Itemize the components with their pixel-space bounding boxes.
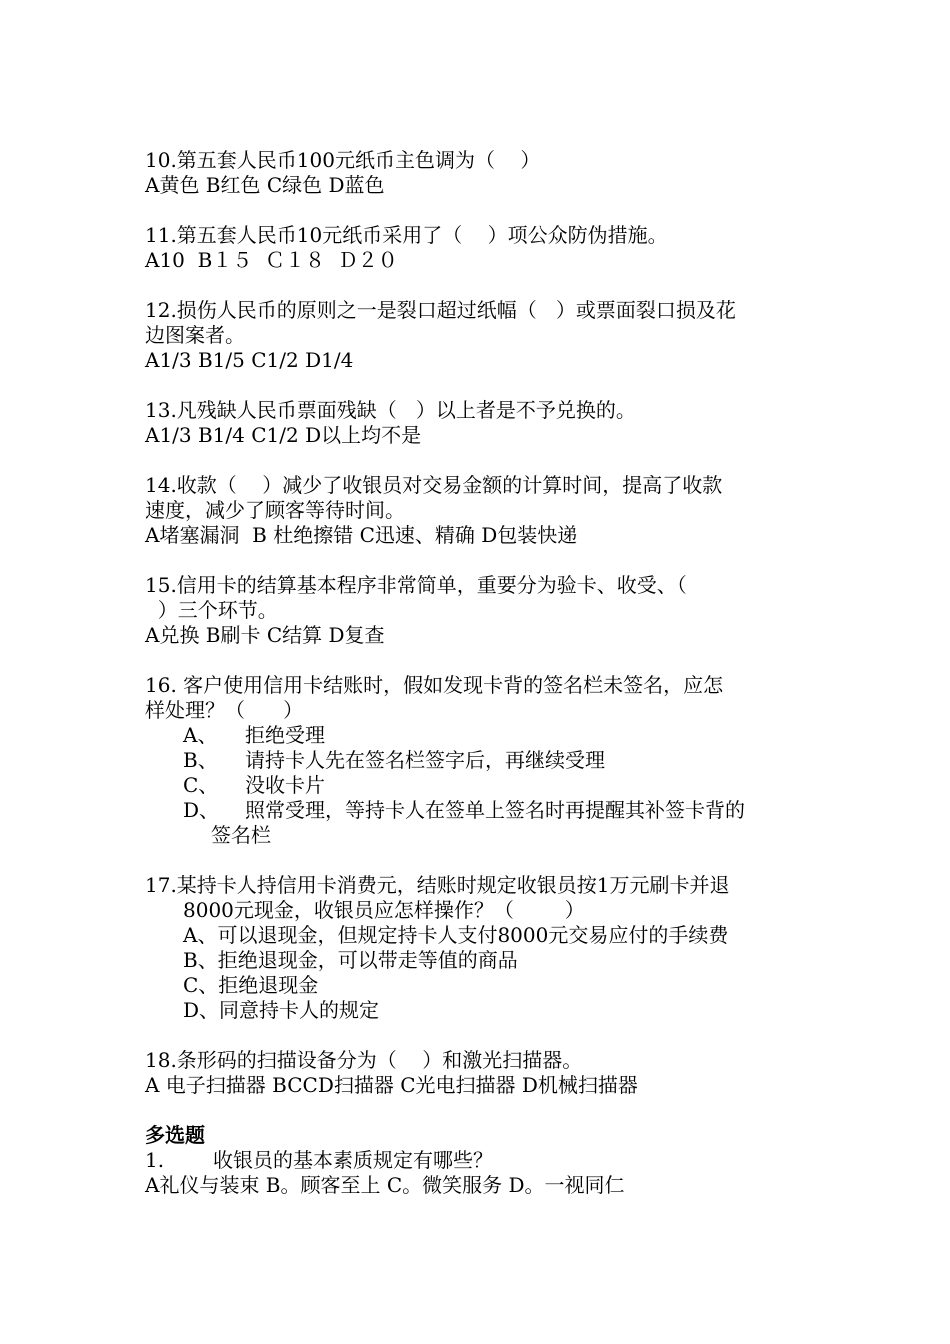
question-16-option-c [145,773,810,798]
multi-question-1-stem [145,1148,810,1173]
question-16-option-b [145,748,810,773]
question-12-options: A1/3 B1/5 C1/2 D1/4 [145,348,354,372]
question-14-stem: 14.收款（ ）减少了收银员对交易金额的计算时间，提高了收款 [145,473,723,497]
question-17-option-a: A、可以退现金，但规定持卡人支付8000元交易应付的手续费 [183,923,729,947]
question-10-options: A黄色 B红色 C绿色 D蓝色 [145,173,385,197]
question-17-option-b: B、拒绝退现金，可以带走等值的商品 [183,948,518,972]
question-15-stem-cont: ）三个环节。 [145,598,278,622]
question-10-stem: 10.第五套人民币100元纸币主色调为（ ） [145,148,541,172]
question-16-stem: 16. 客户使用信用卡结账时，假如发现卡背的签名栏未签名，应怎 [145,673,724,697]
question-16-option-d [145,798,810,823]
question-13-options: A1/3 B1/4 C1/2 D以上均不是 [145,423,422,447]
document-body [145,148,810,1198]
multi-question-1-options: A礼仪与装束 B。顾客至上 C。微笑服务 D。一视同仁 [145,1173,625,1197]
question-11-stem: 11.第五套人民币10元纸币采用了（ ）项公众防伪措施。 [145,223,668,247]
option-label: C、 [183,773,219,797]
question-17-option-d: D、同意持卡人的规定 [183,998,380,1022]
question-18-stem: 18.条形码的扫描设备分为（ ）和激光扫描器。 [145,1048,583,1072]
option-text: 请持卡人先在签名栏签字后，再继续受理 [245,748,605,772]
question-17-stem: 17.某持卡人持信用卡消费元，结账时规定收银员按1万元刷卡并退 [145,873,730,897]
question-13-stem: 13.凡残缺人民币票面残缺（ ）以上者是不予兑换的。 [145,398,636,422]
option-text: 没收卡片 [245,773,325,797]
question-18-options: A 电子扫描器 BCCD扫描器 C光电扫描器 D机械扫描器 [145,1073,638,1097]
question-14-stem-cont: 速度，减少了顾客等待时间。 [145,498,405,522]
question-11-options: A10 B１５ Ｃ１８ Ｄ２０ [145,248,398,272]
question-15-stem: 15.信用卡的结算基本程序非常简单，重要分为验卡、收受、（ [145,573,687,597]
question-14-options: A堵塞漏洞 B 杜绝擦错 C迅速、精确 D包装快递 [145,523,578,547]
question-12-stem: 12.损伤人民币的原则之一是裂口超过纸幅（ ）或票面裂口损及花 [145,298,736,322]
option-label: A、 [183,723,218,747]
question-16-option-d-cont: 签名栏 [211,823,271,847]
option-label: D、 [183,798,220,822]
question-17-stem-cont: 8000元现金，收银员应怎样操作？（ ） [183,898,585,922]
question-15-options: A兑换 B刷卡 C结算 D复查 [145,623,385,647]
option-text: 拒绝受理 [245,723,325,747]
section-heading-multiple-choice: 多选题 [145,1123,205,1147]
question-16-stem-cont: 样处理？（ ） [145,698,304,722]
question-17-option-c: C、拒绝退现金 [183,973,319,997]
question-number: 1. [145,1148,165,1172]
question-12-stem-cont: 边图案者。 [145,323,245,347]
option-text: 照常受理，等持卡人在签单上签名时再提醒其补签卡背的 [245,798,745,822]
option-label: B、 [183,748,218,772]
question-text: 收银员的基本素质规定有哪些？ [213,1148,493,1172]
question-16-option-a [145,723,810,748]
